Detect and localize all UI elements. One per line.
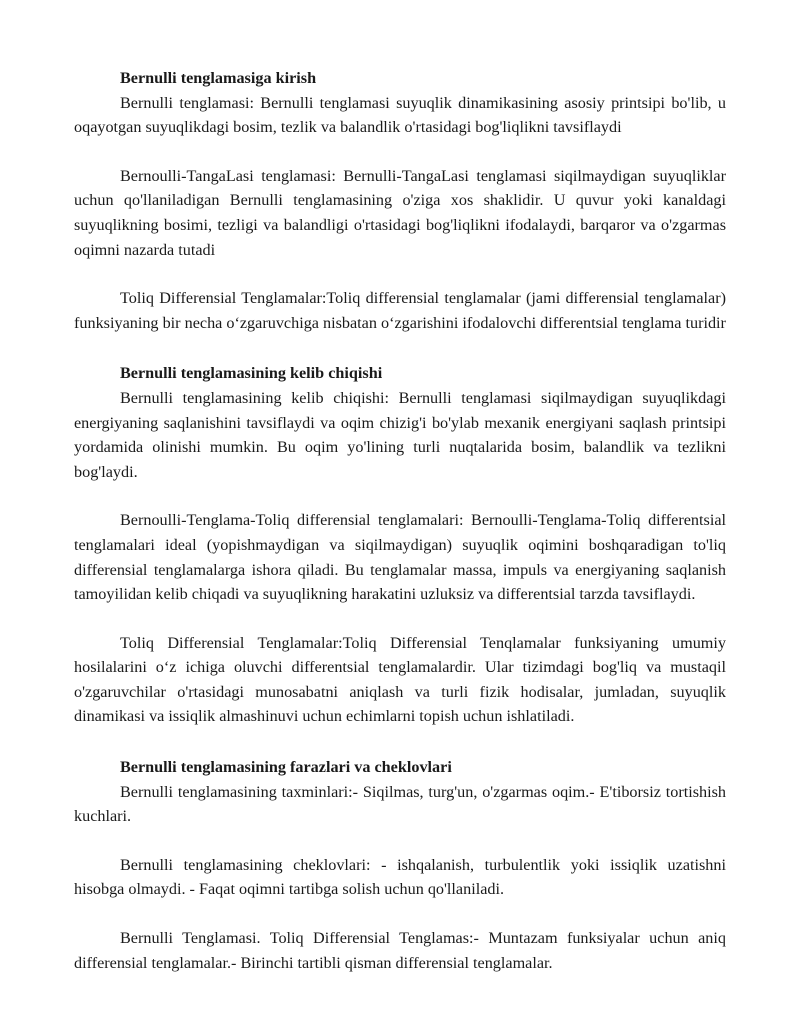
paragraph: Bernulli tenglamasining taxminlari:- Siqilmas, turg'un, o'zgarmas oqim.- E'tiborsiz tortishish kuchlari. [74,782,726,826]
paragraph: Bernoulli-Tenglama-Toliq differensial tenglamalari: Bernoulli-Tenglama-Toliq differentsial tenglamalari ideal (yopishmaydigan va siqilmaydigan) suyuqlik oqimini boshqaradigan to'liq differensial tenglamalarga ishora qiladi. Bu tenglamalar massa, impuls va energiyaning saqlanish tamoyilidan kelib chiqadi va suyuqlikning harakatini uzluksiz va differentsial tarzda tavsiflaydi. [74,511,726,604]
paragraph: Bernoulli-TangaLasi tenglamasi: Bernulli-TangaLasi tenglamasi siqilmaydigan suyuqliklar uchun qo'llaniladigan Bernulli tenglamasining o'ziga xos shaklidir. U quvur yoki kanaldagi suyuqlikning bosimi, tezligi va balandligi o'rtasidagi bog'liqlikni ifodalaydi, barqaror va o'zgarmas oqimni nazarda tutadi [74,166,726,259]
paragraph: Bernulli Tenglamasi. Toliq Differensial Tenglamas:- Muntazam funksiyalar uchun aniq differensial tenglamalar.- Birinchi tartibli qisman differensial tenglamalar. [74,929,726,972]
paragraph: Toliq Differensial Tenglamalar:Toliq Differensial Tenqlamalar funksiyaning umumiy hosilalarini o‘z ichiga oluvchi differentsial tenglamalardir. Ular tizimdagi bog'liq va mustaqil o'zgaruvchilar o'rtasidagi munosabatni aniqlash va turli fizik hodisalar, jumladan, suyuqlik dinamikasi va issiqlik almashinuvi uchun echimlarni topish uchun ishlatiladi. [74,633,726,726]
paragraph: Toliq Differensial Tenglamalar:Toliq differensial tenglamalar (jami differensial tenglamalar) funksiyaning bir necha o‘zgaruvchiga nisbatan o‘zgarishini ifodalovchi differentsial tenglama turidir [74,289,726,332]
paragraph: Bernulli tenglamasining kelib chiqishi: Bernulli tenglamasi siqilmaydigan suyuqlikdagi energiyaning saqlanishini tavsiflaydi va oqim chizig'i bo'ylab mexanik energiyani saqlash printsipi yordamida olinishi mumkin. Bu oqim yo'lining turli nuqtalarida bosim, balandlik va tezlikni bog'laydi. [74,388,726,481]
paragraph: Bernulli tenglamasi: Bernulli tenglamasi suyuqlik dinamikasining asosiy printsipi bo'lib, u oqayotgan suyuqlikdagi bosim, tezlik va balandlik o'rtasidagi bog'liqlikni tavsiflaydi [74,93,726,137]
section-heading: Bernulli tenglamasiga kirish [120,69,317,87]
section-heading: Bernulli tenglamasining kelib chiqishi [120,364,383,383]
document-page [74,66,726,975]
section-heading: Bernulli tenglamasining farazlari va cheklovlari [120,758,452,777]
paragraph: Bernulli tenglamasining cheklovlari: - ishqalanish, turbulentlik yoki issiqlik uzatishni hisobga olmaydi. - Faqat oqimni tartibga solish uchun qo'llaniladi. [74,855,726,899]
